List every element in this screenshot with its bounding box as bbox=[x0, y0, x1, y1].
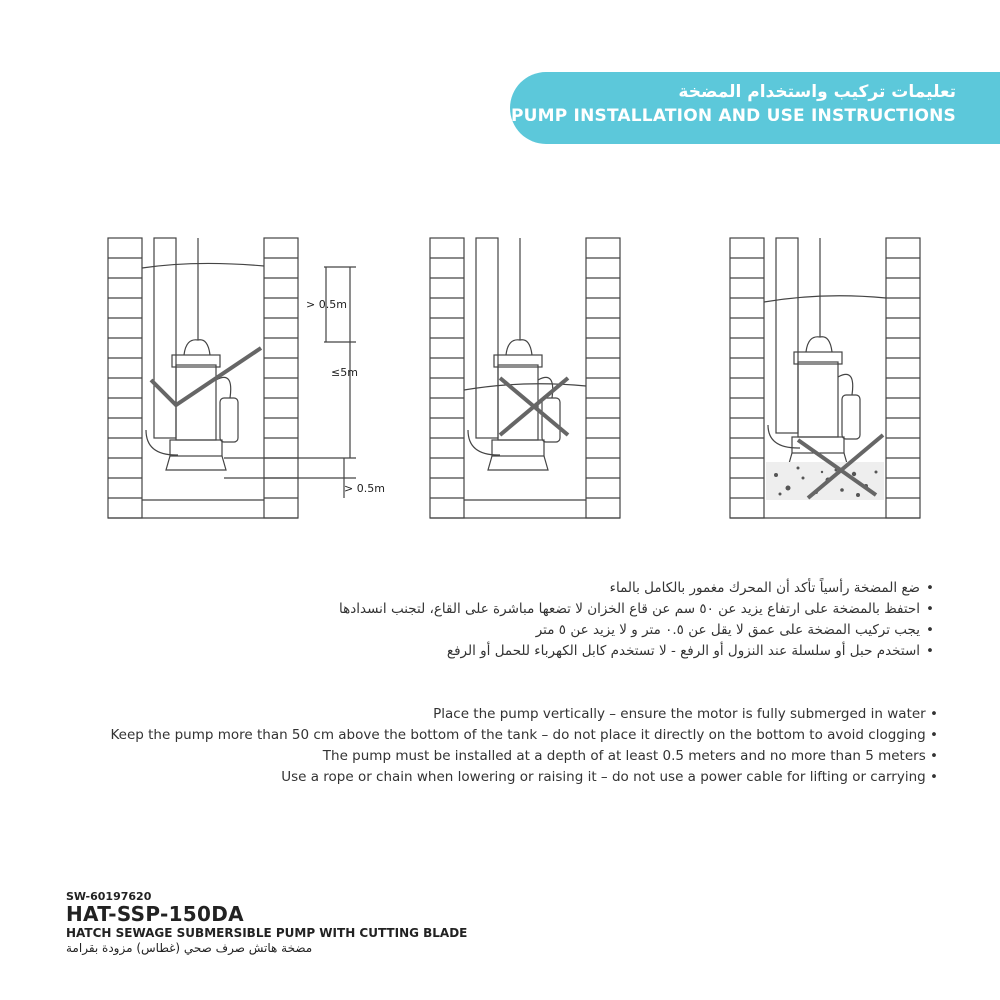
product-model: HAT-SSP-150DA bbox=[66, 902, 244, 926]
dim-total-label: ≤5m bbox=[331, 366, 358, 379]
dim-bottom-label: > 0.5m bbox=[344, 482, 385, 495]
instruction-en-item: Place the pump vertically – ensure the motor is fully submerged in water • bbox=[38, 704, 938, 725]
product-sku: SW-60197620 bbox=[66, 890, 152, 903]
instruction-en-item: The pump must be installed at a depth of at least 0.5 meters and no more than 5 meters • bbox=[38, 746, 938, 767]
product-description-ar: مضخة هاتش صرف صحي (غطاس) مزودة بقرامة bbox=[66, 941, 313, 955]
header-title-en: PUMP INSTALLATION AND USE INSTRUCTIONS bbox=[510, 106, 956, 126]
installation-diagrams bbox=[0, 230, 1000, 530]
instructions-list-ar bbox=[54, 578, 934, 662]
instruction-en-item: Use a rope or chain when lowering or raising it – do not use a power cable for lifting or carrying • bbox=[38, 767, 938, 788]
instruction-ar-item: • استخدم حبل أو سلسلة عند النزول أو الرفع - لا تستخدم كابل الكهرباء للحمل أو الرفع bbox=[54, 641, 934, 662]
instruction-ar-item: • يجب تركيب المضخة على عمق لا يقل عن ٠.٥ متر و لا يزيد عن ٥ متر bbox=[54, 620, 934, 641]
diagram-wrong-bottom bbox=[728, 230, 928, 525]
instruction-en-item: Keep the pump more than 50 cm above the bottom of the tank – do not place it directly on the bottom to avoid clogging • bbox=[38, 725, 938, 746]
header-title-ar: تعليمات تركيب واستخدام المضخة bbox=[678, 82, 956, 102]
dim-top-label: > 0.5m bbox=[306, 298, 347, 311]
header-banner bbox=[510, 72, 1000, 144]
product-info bbox=[66, 890, 467, 955]
diagram-wrong-shallow bbox=[428, 230, 628, 525]
product-description-en: HATCH SEWAGE SUBMERSIBLE PUMP WITH CUTTING BLADE bbox=[66, 926, 468, 940]
sediment-layer bbox=[766, 462, 884, 500]
instruction-ar-item: • احتفظ بالمضخة على ارتفاع يزيد عن ٥٠ سم عن قاع الخزان لا تضعها مباشرة على القاع، لتجنب انسدادها bbox=[54, 599, 934, 620]
check-mark-icon bbox=[151, 348, 261, 405]
instruction-ar-item: • ضع المضخة رأسياً تأكد أن المحرك مغمور بالكامل بالماء bbox=[54, 578, 934, 599]
cross-mark-icon bbox=[500, 378, 568, 435]
instructions-list-en bbox=[38, 704, 938, 788]
diagram-correct-installation bbox=[106, 230, 396, 525]
